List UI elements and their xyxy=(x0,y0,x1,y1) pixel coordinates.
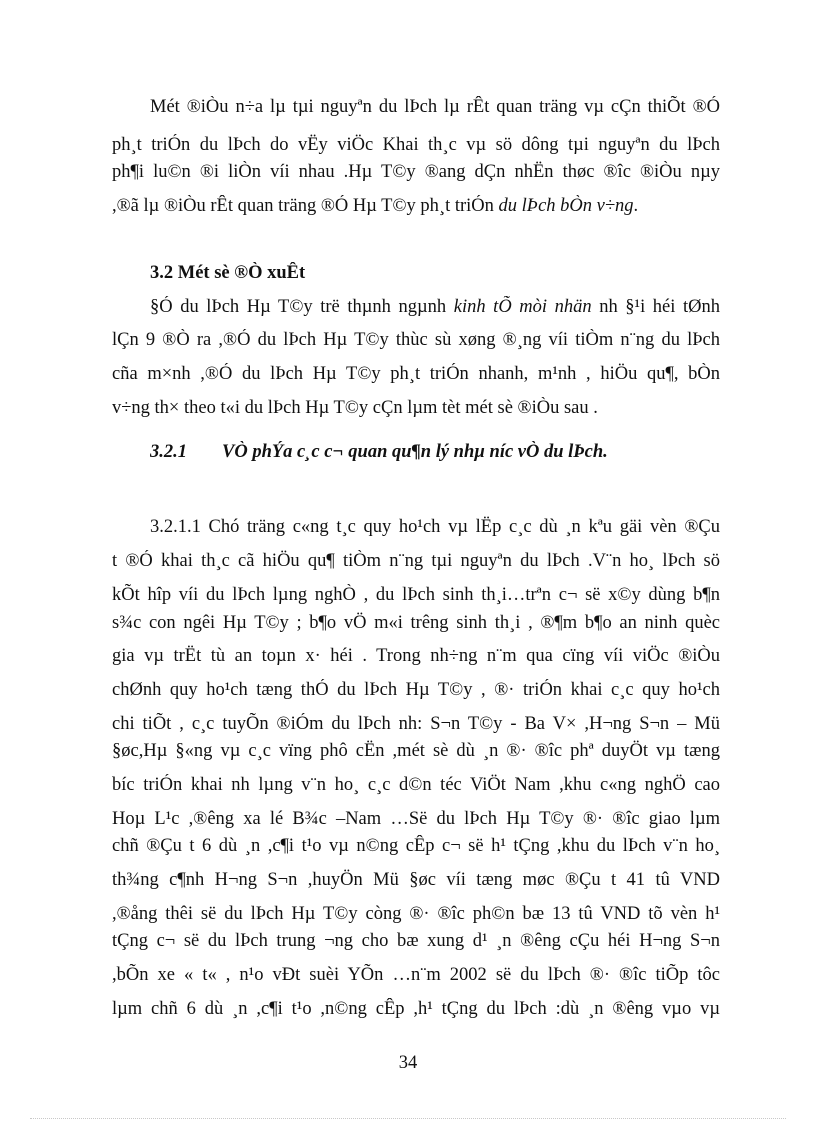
paragraph-line: lÇn 9 ®Ò ra ,®Ó du lÞch Hµ T©y thùc sù xøng ®¸ng víi tiÒm n¨ng du lÞch xyxy=(112,330,720,350)
emphasis-text: kinh tÕ mòi nhän xyxy=(453,297,592,317)
paragraph-line: 3.2.1.1 Chó träng c«ng t¸c quy ho¹ch vµ lËp c¸c dù ¸n kªu gäi vèn ®Çu xyxy=(150,517,720,537)
paragraph-line: lµm chñ 6 dù ¸n ,c¶i t¹o ,n©ng cÊp ,h¹ tÇng du lÞch :dù ¸n ®êng vµo vµ xyxy=(112,999,720,1019)
paragraph-text: . xyxy=(633,196,639,216)
paragraph-text: ,®ã lµ ®iÒu rÊt quan träng ®Ó Hµ T©y ph¸t triÓn xyxy=(112,196,499,216)
paragraph-line: ,bÕn xe « t« , n¹o vÐt suèi YÕn …n¨m 2002 së du lÞch ®· ®îc tiÕp tôc xyxy=(112,965,720,985)
paragraph-line: ,®ång thêi së du lÞch Hµ T©y còng ®· ®îc ph©n bæ 13 tû VND tõ vèn h¹ xyxy=(112,904,720,924)
page-number: 34 xyxy=(398,1053,418,1073)
paragraph-line xyxy=(150,296,720,318)
footer-divider xyxy=(30,1118,786,1119)
paragraph-line: t ®Ó khai th¸c cã hiÖu qu¶ tiÒm n¨ng tµi nguyªn du lÞch .V¨n ho¸ lÞch sö xyxy=(112,551,720,571)
paragraph-line: gia vµ trËt tù an toµn x· héi . Trong nh÷ng n¨m qua cïng víi viÖc ®iÒu xyxy=(112,646,720,666)
paragraph-line: s¾c con ngêi Hµ T©y ; b¶o vÖ m«i trêng sinh th¸i , ®¶m b¶o an ninh quèc xyxy=(112,613,720,633)
paragraph-line: th¾ng c¶nh H¬ng S¬n ,huyÖn Mü §øc víi tæng møc ®Çu t 41 tû VND xyxy=(112,870,720,890)
paragraph-line: ph¶i lu©n ®i liÒn víi nhau .Hµ T©y ®ang dÇn nhËn thøc ®îc ®iÒu nµy xyxy=(112,162,720,182)
subsection-number: 3.2.1 xyxy=(150,442,187,462)
paragraph-line: Hoµ L¹c ,®êng xa lé B¾c –Nam …Së du lÞch Hµ T©y ®· ®îc giao lµm xyxy=(112,809,720,829)
paragraph-line: bíc triÓn khai nh lµng v¨n ho¸ c¸c d©n téc ViÖt Nam ,khu c«ng nghÖ cao xyxy=(112,775,720,795)
paragraph-line: tÇng c¬ së du lÞch trung ¬ng cho bæ xung d¹ ¸n ®êng cÇu héi H¬ng S¬n xyxy=(112,931,720,951)
emphasis-text: du lÞch bÒn v÷ng xyxy=(498,196,634,216)
paragraph-line: Mét ®iÒu n÷a lµ tµi nguyªn du lÞch lµ rÊt quan träng vµ cÇn thiÕt ®Ó xyxy=(150,97,720,117)
paragraph-line: §øc,Hµ §«ng vµ c¸c vïng phô cËn ,mét sè dù ¸n ®· ®îc phª duyÖt vµ tæng xyxy=(112,741,720,761)
paragraph-line: chØnh quy ho¹ch tæng thÓ du lÞch Hµ T©y , ®· triÓn khai c¸c quy ho¹ch xyxy=(112,680,720,700)
paragraph-line: v÷ng th× theo t«i du lÞch Hµ T©y cÇn lµm tèt mét sè ®iÒu sau . xyxy=(112,398,598,418)
paragraph-line: ph¸t triÓn du lÞch do vËy viÖc Khai th¸c vµ sö dông tµi nguyªn du lÞch xyxy=(112,135,720,155)
paragraph-line: chi tiÕt , c¸c tuyÕn ®iÓm du lÞch nh: S¬n T©y - Ba V× ,H¬ng S¬n – Mü xyxy=(112,714,720,734)
paragraph-line: kÕt hîp víi du lÞch lµng nghÒ , du lÞch sinh th¸i…trªn c¬ së x©y dùng b¶n xyxy=(112,585,720,605)
paragraph-line: cña m×nh ,®Ó du lÞch Hµ T©y ph¸t triÓn nhanh, m¹nh , hiÖu qu¶, bÒn xyxy=(112,364,720,384)
paragraph-text: §Ó du lÞch Hµ T©y trë thµnh ngµnh xyxy=(150,297,454,317)
paragraph-line xyxy=(112,195,720,217)
section-heading: 3.2 Mét sè ®Ò xuÊt xyxy=(150,263,306,283)
paragraph-line: chñ ®Çu t 6 dù ¸n ,c¶i t¹o vµ n©ng cÊp c¬ së h¹ tÇng ,khu du lÞch v¨n ho¸ xyxy=(112,836,720,856)
subsection-title: VÒ phÝa c¸c c¬ quan qu¶n lý nhµ níc vÒ du lÞch. xyxy=(222,442,608,462)
paragraph-text: nh §¹i héi tØnh xyxy=(591,297,720,317)
